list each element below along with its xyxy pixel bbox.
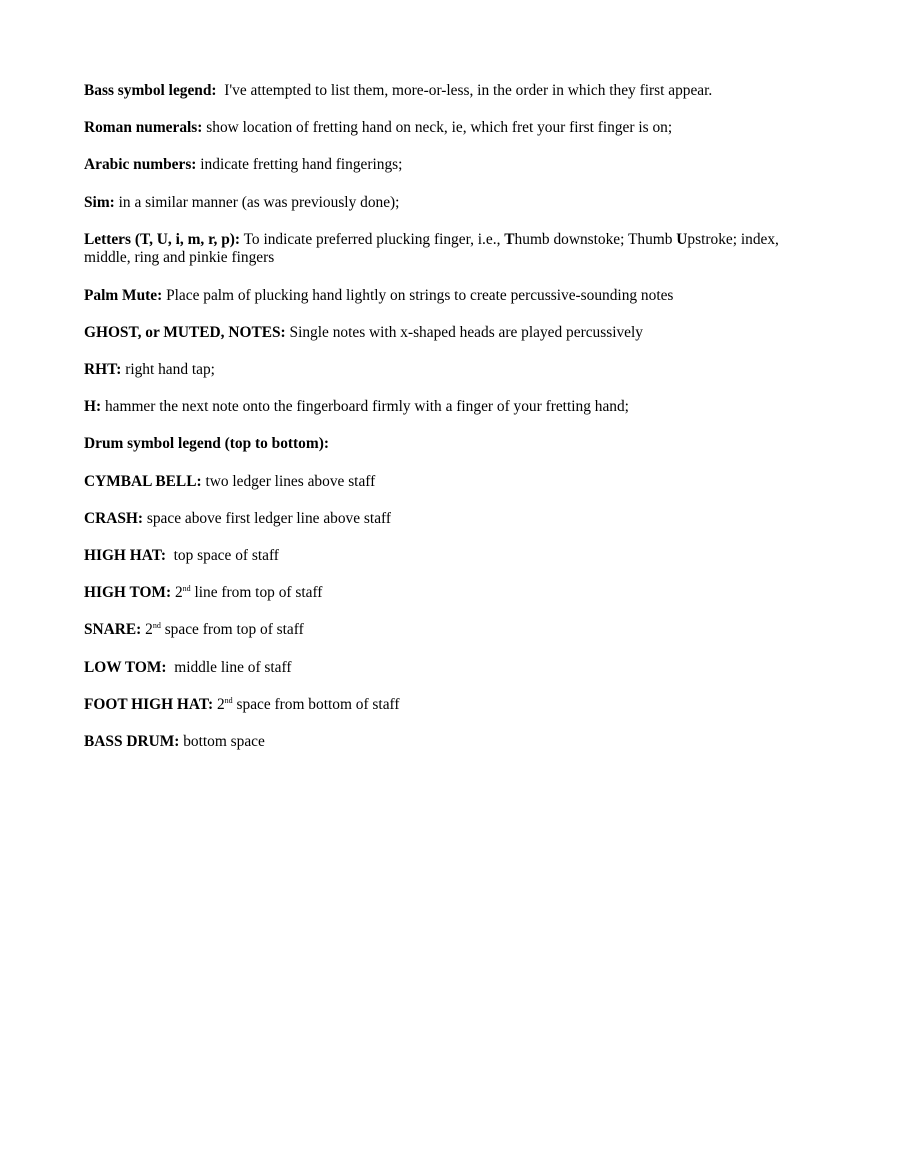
entry-text: space from top of staff xyxy=(160,621,304,639)
entry-term: Letters (T, U, i, m, r, p): xyxy=(84,230,241,248)
entry-term: BASS DRUM: xyxy=(84,732,180,750)
entry-low-tom xyxy=(84,659,804,678)
entry-term: Sim: xyxy=(84,193,115,211)
entry-term: Palm Mute: xyxy=(84,286,163,304)
entry-text: humb downstoke; Thumb xyxy=(514,230,677,248)
entry-text: show location of fretting hand on neck, ie, which fret your first finger is on; xyxy=(202,119,673,137)
entry-roman-numerals xyxy=(84,119,804,138)
bass-legend-intro xyxy=(84,82,804,101)
entry-text: space above first ledger line above staff xyxy=(143,509,392,527)
drum-legend-heading-text: Drum symbol legend (top to bottom): xyxy=(84,435,329,453)
entry-text: Place palm of plucking hand lightly on strings to create percussive-sounding notes xyxy=(162,286,674,304)
entry-text: top space of staff xyxy=(165,546,279,564)
entry-term: CYMBAL BELL: xyxy=(84,472,202,490)
bass-legend-intro-text: I've attempted to list them, more-or-less, in the order in which they first appear. xyxy=(216,82,713,99)
entry-term: SNARE: xyxy=(84,621,142,639)
entry-term: Arabic numbers: xyxy=(84,156,197,174)
entry-term: LOW TOM: xyxy=(84,658,167,676)
entry-crash xyxy=(84,510,804,529)
entry-text: bottom space xyxy=(179,732,265,750)
entry-text: hammer the next note onto the fingerboard firmly with a finger of your fretting hand; xyxy=(101,398,629,416)
ordinal-suffix: nd xyxy=(152,621,161,631)
entry-rht xyxy=(84,361,804,380)
entry-text: two ledger lines above staff xyxy=(201,472,376,490)
entry-number: 2 xyxy=(213,695,225,713)
entry-text: line from top of staff xyxy=(190,584,323,602)
entry-term: Roman numerals: xyxy=(84,119,203,137)
entry-text: in a similar manner (as was previously done); xyxy=(114,193,400,211)
ordinal-suffix: nd xyxy=(224,695,233,705)
entry-term: CRASH: xyxy=(84,509,143,527)
entry-text: space from bottom of staff xyxy=(232,695,400,713)
entry-ghost-notes xyxy=(84,324,804,343)
letter-u-emphasis: U xyxy=(676,230,688,248)
entry-term: H: xyxy=(84,398,102,416)
drum-legend-heading xyxy=(84,435,804,454)
letter-t-emphasis: T xyxy=(504,230,515,248)
entry-hammer xyxy=(84,398,804,417)
entry-term: GHOST, or MUTED, NOTES: xyxy=(84,323,286,341)
entry-sim xyxy=(84,194,804,213)
entry-term: FOOT HIGH HAT: xyxy=(84,695,214,713)
entry-term: HIGH HAT: xyxy=(84,546,166,564)
entry-term: HIGH TOM: xyxy=(84,584,172,602)
entry-letters xyxy=(84,231,804,268)
entry-number: 2 xyxy=(171,584,183,602)
entry-text: indicate fretting hand fingerings; xyxy=(196,156,403,174)
entry-term: RHT: xyxy=(84,361,122,379)
entry-text: right hand tap; xyxy=(121,361,215,379)
entry-text: middle line of staff xyxy=(166,658,292,676)
entry-text: Single notes with x-shaped heads are played percussively xyxy=(285,323,643,341)
entry-snare xyxy=(84,621,804,640)
entry-arabic-numbers xyxy=(84,156,804,175)
document-page xyxy=(84,82,804,770)
entry-foot-high-hat xyxy=(84,696,804,715)
ordinal-suffix: nd xyxy=(182,584,191,594)
entry-high-tom xyxy=(84,584,804,603)
bass-legend-heading: Bass symbol legend: xyxy=(84,82,217,99)
entry-high-hat xyxy=(84,547,804,566)
entry-cymbal-bell xyxy=(84,473,804,492)
entry-text: To indicate preferred plucking finger, i.e., xyxy=(240,230,505,248)
entry-bass-drum xyxy=(84,733,804,752)
entry-number: 2 xyxy=(141,621,153,639)
entry-palm-mute xyxy=(84,287,804,306)
entry-text: pstroke; index, middle, ring and pinkie fingers xyxy=(84,230,783,267)
